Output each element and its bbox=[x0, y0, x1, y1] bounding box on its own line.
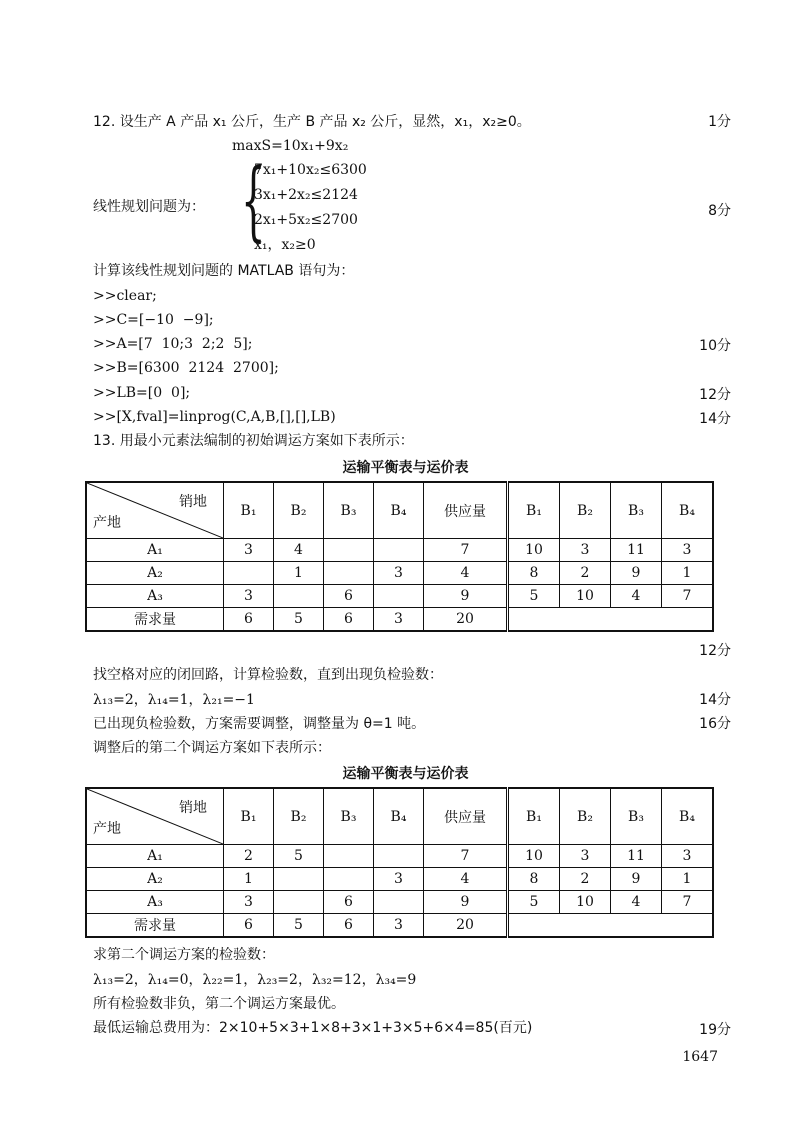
header-b4: B₄ bbox=[374, 482, 424, 539]
q12-objective: maxS=10x₁+9x₂ bbox=[232, 138, 349, 154]
header-b1: B₁ bbox=[224, 788, 274, 845]
code-line-5: >>LB=[0 0]; bbox=[93, 385, 191, 401]
corner-cell bbox=[86, 788, 224, 845]
constraint-4: x₁，x₂≥0 bbox=[254, 237, 316, 253]
cost-cell: 3 bbox=[560, 539, 611, 562]
q13-intro: 13. 用最小元素法编制的初始调运方案如下表所示： bbox=[93, 433, 414, 449]
header-b3: B₃ bbox=[324, 482, 374, 539]
row-label: A₁ bbox=[86, 845, 224, 868]
table-cell: 2 bbox=[224, 845, 274, 868]
table-cell bbox=[274, 891, 324, 914]
cost-text: 最低运输总费用为：2×10+5×3+1×8+3×1+3×5+6×4=85(百元) bbox=[93, 1020, 533, 1036]
table1-score: 12分 bbox=[699, 643, 731, 659]
optimal-text: 所有检验数非负，第二个调运方案最优。 bbox=[93, 996, 345, 1012]
corner-top-label: 销地 bbox=[179, 494, 207, 510]
table-cell bbox=[274, 585, 324, 608]
table-cell bbox=[324, 868, 374, 891]
table2-title: 运输平衡表与运价表 bbox=[342, 766, 469, 782]
lambdas-1-score: 14分 bbox=[699, 692, 731, 708]
table-row bbox=[86, 891, 713, 914]
q12-intro: 12. 设生产 A 产品 x₁ 公斤，生产 B 产品 x₂ 公斤，显然，x₁，x₂≥0。 bbox=[93, 114, 531, 130]
code-line-4: >>B=[6300 2124 2700]; bbox=[93, 360, 279, 376]
code-score-6: 14分 bbox=[699, 411, 731, 427]
demand-cell: 5 bbox=[274, 914, 324, 938]
cost-cell: 1 bbox=[662, 562, 714, 585]
cost-score: 19分 bbox=[699, 1022, 731, 1038]
cost-cell: 2 bbox=[560, 562, 611, 585]
table-cell: 4 bbox=[274, 539, 324, 562]
adjust-text: 已出现负检验数，方案需要调整，调整量为 θ=1 吨。 bbox=[93, 716, 426, 732]
table-cell bbox=[324, 562, 374, 585]
header-cost-b4: B₄ bbox=[662, 788, 714, 845]
row-label: A₃ bbox=[86, 891, 224, 914]
q12-lp-score: 8分 bbox=[708, 203, 731, 219]
table1-title: 运输平衡表与运价表 bbox=[342, 460, 469, 476]
table-cell bbox=[224, 562, 274, 585]
corner-bottom-label: 产地 bbox=[93, 821, 121, 837]
demand-row bbox=[86, 608, 713, 632]
code-score-3: 10分 bbox=[699, 338, 731, 354]
cost-cell: 8 bbox=[508, 562, 560, 585]
q12-matlab-intro: 计算该线性规划问题的 MATLAB 语句为： bbox=[93, 263, 355, 279]
demand-cell: 5 bbox=[274, 608, 324, 632]
demand-cell: 6 bbox=[224, 608, 274, 632]
code-line-1: >>clear; bbox=[93, 288, 157, 304]
cost-cell: 9 bbox=[611, 868, 662, 891]
empty-cell bbox=[508, 608, 714, 632]
demand-cell: 3 bbox=[374, 608, 424, 632]
cost-cell: 10 bbox=[560, 891, 611, 914]
transport-table-1 bbox=[85, 481, 714, 632]
cost-cell: 3 bbox=[662, 845, 714, 868]
code-line-2: >>C=[−10 −9]; bbox=[93, 312, 214, 328]
table-cell: 6 bbox=[324, 891, 374, 914]
header-cost-b2: B₂ bbox=[560, 482, 611, 539]
demand-cell: 6 bbox=[324, 608, 374, 632]
demand-total: 20 bbox=[424, 608, 508, 632]
table-cell: 6 bbox=[324, 585, 374, 608]
constraint-3: 2x₁+5x₂≤2700 bbox=[254, 212, 358, 228]
constraint-brace: { bbox=[241, 151, 266, 251]
cost-cell: 7 bbox=[662, 891, 714, 914]
table-cell: 1 bbox=[274, 562, 324, 585]
row-label: A₃ bbox=[86, 585, 224, 608]
table-cell bbox=[374, 539, 424, 562]
supply-cell: 7 bbox=[424, 845, 508, 868]
lambdas-2: λ₁₃=2，λ₁₄=0，λ₂₂=1，λ₂₃=2，λ₃₂=12，λ₃₄=9 bbox=[93, 972, 417, 988]
row-label: A₂ bbox=[86, 562, 224, 585]
table-cell bbox=[374, 891, 424, 914]
empty-cell bbox=[508, 914, 714, 938]
header-cost-b1: B₁ bbox=[508, 482, 560, 539]
header-cost-b2: B₂ bbox=[560, 788, 611, 845]
header-cost-b3: B₃ bbox=[611, 482, 662, 539]
cost-cell: 10 bbox=[560, 585, 611, 608]
corner-top-label: 销地 bbox=[179, 800, 207, 816]
supply-cell: 4 bbox=[424, 562, 508, 585]
header-b2: B₂ bbox=[274, 482, 324, 539]
table-cell: 5 bbox=[274, 845, 324, 868]
table-cell bbox=[274, 868, 324, 891]
row-label: A₂ bbox=[86, 868, 224, 891]
table-cell bbox=[324, 845, 374, 868]
header-supply: 供应量 bbox=[424, 788, 508, 845]
demand-total: 20 bbox=[424, 914, 508, 938]
demand-cell: 6 bbox=[324, 914, 374, 938]
supply-cell: 7 bbox=[424, 539, 508, 562]
table-row bbox=[86, 562, 713, 585]
table-row bbox=[86, 539, 713, 562]
cost-cell: 5 bbox=[508, 585, 560, 608]
constraint-2: 3x₁+2x₂≤2124 bbox=[254, 187, 358, 203]
corner-cell bbox=[86, 482, 224, 539]
lambdas-1: λ₁₃=2，λ₁₄=1，λ₂₁=−1 bbox=[93, 692, 255, 708]
cost-cell: 11 bbox=[611, 539, 662, 562]
table-cell bbox=[324, 539, 374, 562]
code-line-6: >>[X,fval]=linprog(C,A,B,[],[],LB) bbox=[93, 409, 336, 425]
cost-cell: 8 bbox=[508, 868, 560, 891]
second-intro: 调整后的第二个调运方案如下表所示： bbox=[93, 740, 331, 756]
supply-cell: 4 bbox=[424, 868, 508, 891]
cost-cell: 4 bbox=[611, 585, 662, 608]
table-cell bbox=[374, 845, 424, 868]
check-text: 求第二个调运方案的检验数： bbox=[93, 947, 275, 963]
header-cost-b4: B₄ bbox=[662, 482, 714, 539]
q12-intro-score: 1分 bbox=[708, 114, 731, 130]
table-cell bbox=[374, 585, 424, 608]
table-row bbox=[86, 585, 713, 608]
table-cell: 1 bbox=[224, 868, 274, 891]
cost-cell: 9 bbox=[611, 562, 662, 585]
table-cell: 3 bbox=[374, 868, 424, 891]
q12-lp-label: 线性规划问题为： bbox=[93, 199, 205, 215]
demand-row bbox=[86, 914, 713, 938]
constraint-1: 7x₁+10x₂≤6300 bbox=[254, 162, 367, 178]
demand-cell: 6 bbox=[224, 914, 274, 938]
demand-cell: 3 bbox=[374, 914, 424, 938]
demand-label: 需求量 bbox=[86, 914, 224, 938]
corner-bottom-label: 产地 bbox=[93, 515, 121, 531]
header-supply: 供应量 bbox=[424, 482, 508, 539]
code-score-5: 12分 bbox=[699, 387, 731, 403]
header-b4: B₄ bbox=[374, 788, 424, 845]
cost-cell: 3 bbox=[560, 845, 611, 868]
table-cell: 3 bbox=[224, 585, 274, 608]
header-b1: B₁ bbox=[224, 482, 274, 539]
header-cost-b1: B₁ bbox=[508, 788, 560, 845]
table-cell: 3 bbox=[224, 891, 274, 914]
transport-table-2 bbox=[85, 787, 714, 938]
adjust-score: 16分 bbox=[699, 716, 731, 732]
demand-label: 需求量 bbox=[86, 608, 224, 632]
table-cell: 3 bbox=[224, 539, 274, 562]
supply-cell: 9 bbox=[424, 891, 508, 914]
row-label: A₁ bbox=[86, 539, 224, 562]
code-line-3: >>A=[7 10;3 2;2 5]; bbox=[93, 336, 253, 352]
cost-cell: 10 bbox=[508, 539, 560, 562]
table-row bbox=[86, 868, 713, 891]
cost-cell: 4 bbox=[611, 891, 662, 914]
loop-text: 找空格对应的闭回路，计算检验数，直到出现负检验数： bbox=[93, 667, 443, 683]
cost-cell: 10 bbox=[508, 845, 560, 868]
cost-cell: 11 bbox=[611, 845, 662, 868]
cost-cell: 2 bbox=[560, 868, 611, 891]
cost-cell: 5 bbox=[508, 891, 560, 914]
table-cell: 3 bbox=[374, 562, 424, 585]
cost-cell: 3 bbox=[662, 539, 714, 562]
table-row bbox=[86, 845, 713, 868]
header-b3: B₃ bbox=[324, 788, 374, 845]
cost-cell: 7 bbox=[662, 585, 714, 608]
page-number: 1647 bbox=[682, 1049, 718, 1065]
cost-cell: 1 bbox=[662, 868, 714, 891]
header-b2: B₂ bbox=[274, 788, 324, 845]
header-cost-b3: B₃ bbox=[611, 788, 662, 845]
supply-cell: 9 bbox=[424, 585, 508, 608]
